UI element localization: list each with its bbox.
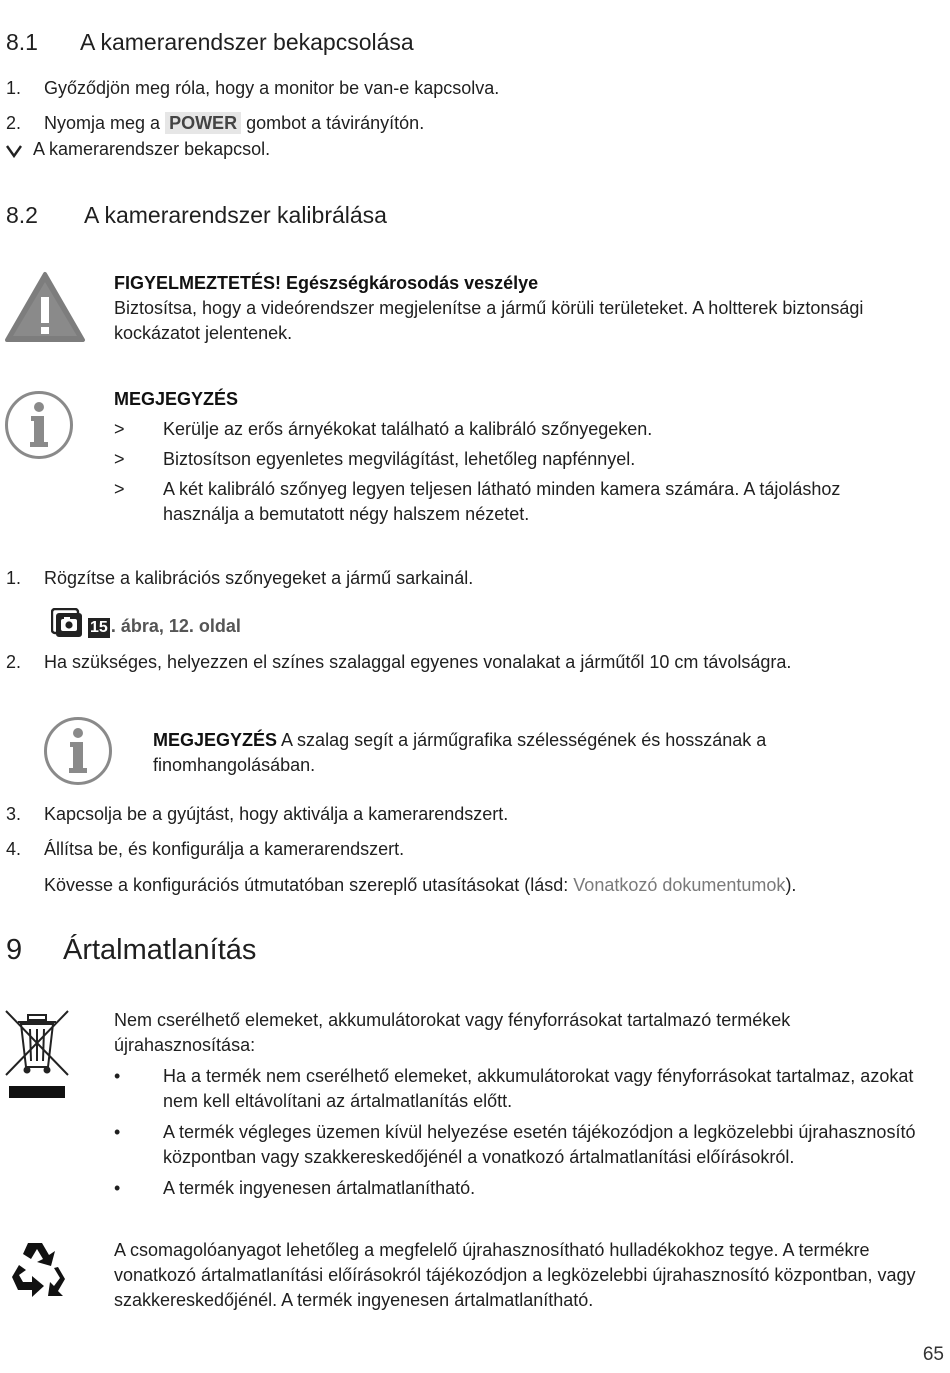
camera-icon xyxy=(51,608,83,638)
weee-bin-icon xyxy=(4,1009,70,1101)
note-item: > Kerülje az erős árnyékokat található a kalibráló szőnyegeken. xyxy=(114,419,653,439)
result-check-icon xyxy=(6,144,22,158)
info-icon xyxy=(4,390,74,460)
weee-block xyxy=(114,1008,944,1206)
section-number: 9 xyxy=(6,934,23,966)
related-docs-link[interactable]: Vonatkozó dokumentumok xyxy=(573,875,786,895)
info-icon xyxy=(43,716,113,786)
note-title: MEGJEGYZÉS xyxy=(153,730,278,750)
section-number: 8.2 xyxy=(6,202,38,228)
follow-instructions: Kövesse a konfigurációs útmutatóban szereplő utasításokat (lásd: Vonatkozó dokumentumok). xyxy=(44,875,797,895)
note-item: > Biztosítson egyenletes megvilágítást, lehetőleg napfénnyel. xyxy=(114,449,636,469)
section-title: A kamerarendszer kalibrálása xyxy=(84,202,387,228)
weee-item: • A termék végleges üzemen kívül helyezése esetén tájékozódjon a legközelebbi újrahasznosító központban vagy szakkereskedőjénél a vonatkozó ártalmatlanítási előírásokról. xyxy=(114,1122,916,1167)
weee-item: • Ha a termék nem cserélhető elemeket, akkumulátorokat vagy fényforrásokat tartalmaz, azokat nem kell eltávolítani az ártalmatlanítás előtt. xyxy=(114,1066,914,1111)
page-number: 65 xyxy=(922,1344,944,1365)
power-key-label: POWER xyxy=(165,112,241,134)
section-number: 8.1 xyxy=(6,29,38,55)
note-title: MEGJEGYZÉS xyxy=(114,389,239,409)
weee-item: • A termék ingyenesen ártalmatlanítható. xyxy=(114,1178,476,1198)
weee-intro: Nem cserélhető elemeket, akkumulátorokat vagy fényforrásokat tartalmazó termékek újrahasznosítása: xyxy=(114,1010,791,1055)
section-8-2-heading xyxy=(6,201,387,229)
warning-title: FIGYELMEZTETÉS! Egészségkárosodás veszélye xyxy=(114,273,539,293)
note-block xyxy=(114,387,904,532)
section-title: Ártalmatlanítás xyxy=(63,934,257,966)
packaging-text: A csomagolóanyagot lehetőleg a megfelelő újrahasznosítható hulladékokhoz tegye. A termékre vonatkozó ártalmatlanítási előírásokról tájékozódjon a legközelebbi újrahasznosító központban, vagy szakkereskedőjénél. A termék ingyenesen ártalmatlanítható. xyxy=(114,1240,916,1310)
note-inline-block xyxy=(153,728,813,778)
section-9-heading xyxy=(6,933,257,967)
warning-icon xyxy=(4,271,86,343)
section-title: A kamerarendszer bekapcsolása xyxy=(80,29,414,55)
note-item: > A két kalibráló szőnyeg legyen teljesen látható minden kamera számára. A tájoláshoz használja a bemutatott négy halszem nézetet. xyxy=(114,479,841,524)
figure-number: 15 xyxy=(90,619,108,636)
section-8-1-heading xyxy=(6,28,414,56)
figure-reference[interactable] xyxy=(51,608,241,639)
warning-block xyxy=(114,271,924,346)
warning-text: Biztosítsa, hogy a videórendszer megjelenítse a jármű körüli területeket. A holtterek biztonsági kockázatot jelentenek. xyxy=(114,298,864,343)
figure-ref-text: . ábra, 12. oldal xyxy=(110,616,241,636)
note-text: A szalag segít a járműgrafika szélességének és hosszának a finomhangolásában. xyxy=(153,730,767,775)
recycle-icon xyxy=(4,1240,68,1300)
